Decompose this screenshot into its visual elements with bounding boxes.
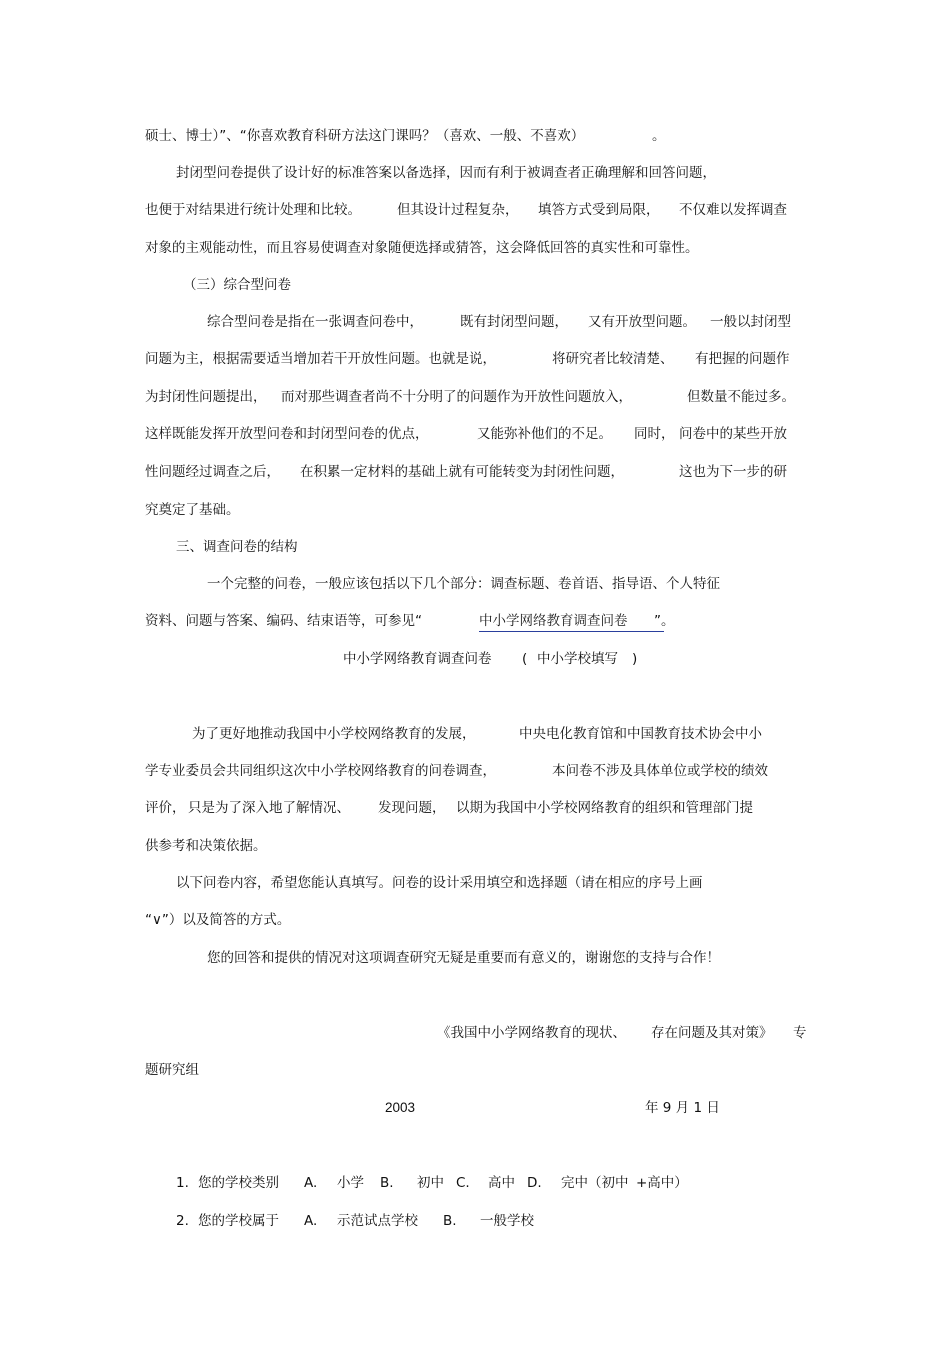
option-label[interactable]: B. [443,1213,457,1229]
option-label[interactable]: C. [456,1175,470,1191]
option-text[interactable]: 一般学校 [480,1213,534,1229]
option-text[interactable]: 高中 [488,1175,515,1191]
option-text[interactable]: 示范试点学校 [337,1213,418,1229]
option-label[interactable]: D. [527,1175,542,1191]
option-text[interactable]: +高中） [636,1175,688,1191]
option-text[interactable]: 完中（初中 [561,1175,629,1191]
option-label[interactable]: A. [304,1175,318,1191]
option-label[interactable]: B. [380,1175,394,1191]
option-text[interactable]: 初中 [417,1175,444,1191]
option-label[interactable]: A. [304,1213,318,1229]
questionnaire-link[interactable]: 中小学网络教育调查问卷 [479,612,664,632]
option-text[interactable]: 小学 [337,1175,364,1191]
